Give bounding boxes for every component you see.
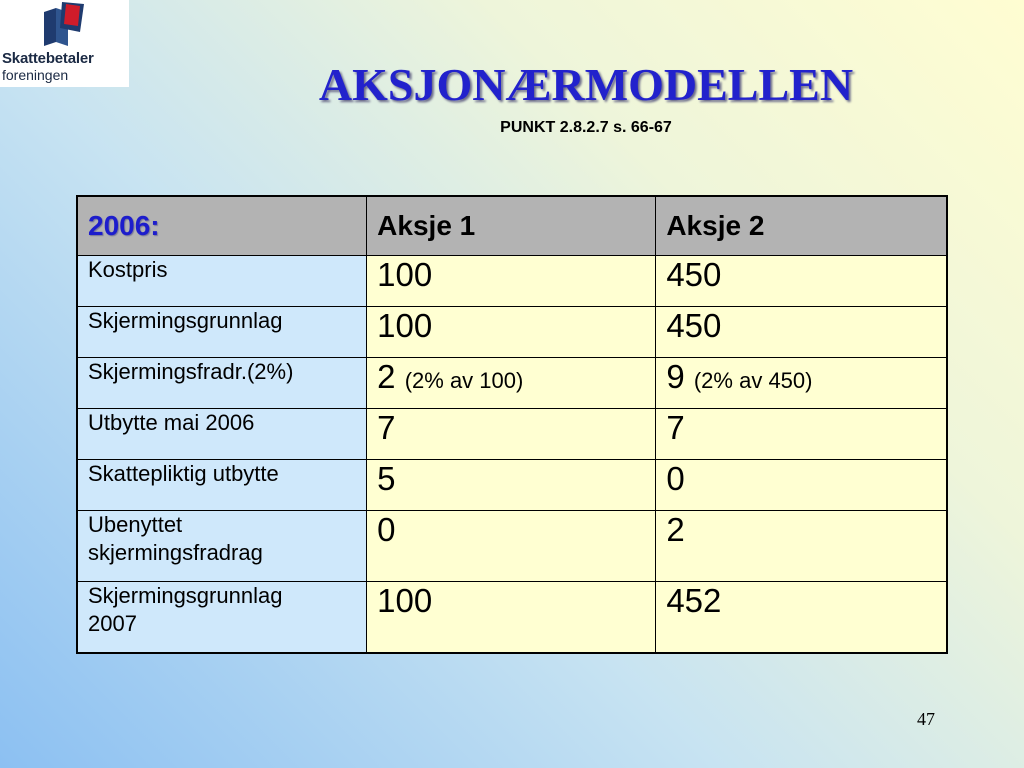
row-label-line1: Skjermingsgrunnlag [88, 583, 283, 608]
row-label-line1: Ubenyttet [88, 512, 183, 537]
cell-value: 2 [377, 358, 396, 395]
logo [0, 0, 129, 87]
header-aksje-2: Aksje 2 [656, 196, 947, 256]
cell-note: (2% av 450) [693, 368, 813, 393]
page-title: AKSJONÆRMODELLEN [318, 59, 854, 110]
row-label [77, 582, 367, 654]
table-row [77, 307, 947, 358]
cell-aksje-2: 452 [656, 582, 947, 654]
table-header-row [77, 196, 947, 256]
table-row [77, 358, 947, 409]
cell-aksje-1: 5 [367, 460, 656, 511]
cell-aksje-2: 450 [656, 256, 947, 307]
table-row [77, 511, 947, 582]
cell-aksje-1: 7 [367, 409, 656, 460]
table-row [77, 409, 947, 460]
logo-text-line1: Skattebetaler [2, 50, 94, 67]
row-label: Utbytte mai 2006 [77, 409, 367, 460]
page-number: 47 [917, 709, 935, 729]
page-subtitle: PUNKT 2.8.2.7 s. 66-67 [500, 119, 672, 136]
header-year: 2006: [77, 196, 367, 256]
cell-aksje-2: 2 [656, 511, 947, 582]
cell-aksje-2 [656, 358, 947, 409]
row-label-line2: skjermingsfradrag [88, 540, 263, 565]
cell-aksje-1 [367, 358, 656, 409]
logo-mark-icon [36, 2, 94, 48]
row-label: Skattepliktig utbytte [77, 460, 367, 511]
cell-aksje-2: 7 [656, 409, 947, 460]
row-label [77, 511, 367, 582]
table-row [77, 582, 947, 654]
cell-note: (2% av 100) [404, 368, 524, 393]
cell-aksje-1: 100 [367, 256, 656, 307]
table-row [77, 460, 947, 511]
row-label: Skjermingsfradr.(2%) [77, 358, 367, 409]
cell-aksje-1: 100 [367, 307, 656, 358]
header-aksje-1: Aksje 1 [367, 196, 656, 256]
logo-text-line2: foreningen [2, 67, 69, 83]
shareholder-model-table [76, 195, 948, 654]
cell-aksje-1: 0 [367, 511, 656, 582]
row-label: Skjermingsgrunnlag [77, 307, 367, 358]
cell-aksje-2: 450 [656, 307, 947, 358]
cell-aksje-2: 0 [656, 460, 947, 511]
table-row [77, 256, 947, 307]
cell-aksje-1: 100 [367, 582, 656, 654]
row-label-line2: 2007 [88, 611, 137, 636]
cell-value: 9 [666, 358, 685, 395]
row-label: Kostpris [77, 256, 367, 307]
